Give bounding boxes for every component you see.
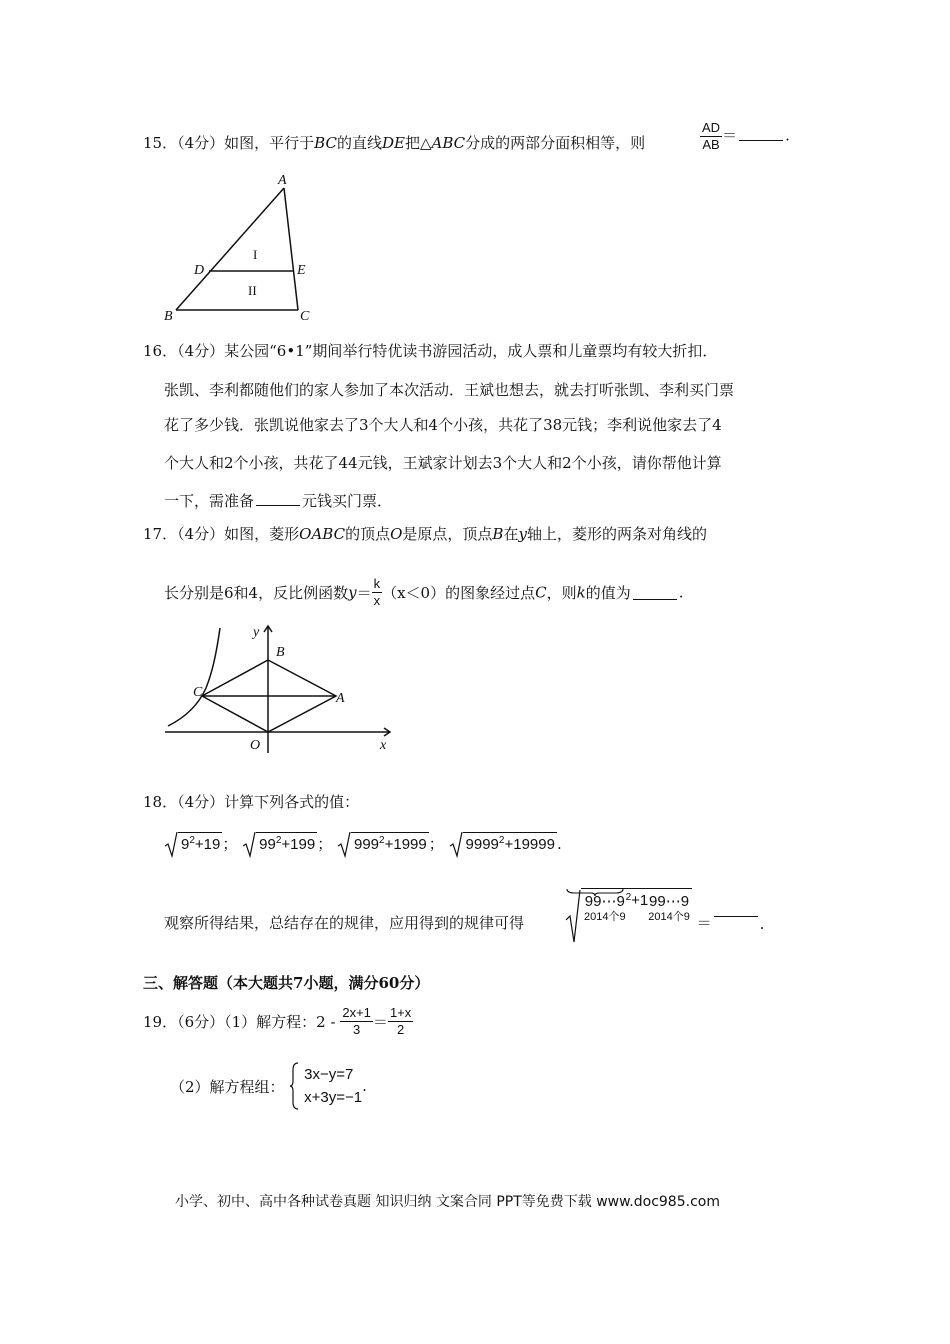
label-B: B xyxy=(276,645,285,660)
q19-part1: 19．（6分）（1）解方程：2 - $\frac{2x+1}{3}$ ＝ $\frac{1+x}{2}$ xyxy=(143,1005,412,1037)
page-footer: 小学、初中、高中各种试卷真题 知识归纳 文案合同 PPT等免费下载 www.doc985.com xyxy=(175,1194,720,1210)
q18-line1: 18．（4分）计算下列各式的值： xyxy=(143,793,360,811)
system-eq-2: x+3y=−1 xyxy=(304,1089,363,1106)
sqrt-expr-3: $999^2+1999$ xyxy=(337,832,429,853)
label-x: x xyxy=(380,738,387,753)
q19-part2: （2）解方程组： 3x−y=7 x+3y=−1 . xyxy=(170,1062,367,1110)
label-E: E xyxy=(297,263,306,278)
answer-blank xyxy=(256,491,300,506)
q17-line2: 长分别是6和4，反比例函数y＝ $\frac{k}{x}$ （x＜0）的图象经过点C，则k的值为 . xyxy=(164,576,684,608)
q18-expressions: $9^2+19$ ； $99^2+199$ ； $999^2+1999$ ； $9999^2+19999$ . xyxy=(164,832,562,854)
q16-line4: 个大人和2个小孩，共花了44元钱，王斌家计划去3个大人和2个小孩，请你帮他计算 xyxy=(164,454,722,472)
section-3-heading: 三、解答题（本大题共7小题，满分60分） xyxy=(143,974,430,992)
region-II: II xyxy=(248,283,257,298)
sqrt-expr-1: $9^2+19$ xyxy=(164,832,222,853)
answer-blank xyxy=(714,902,758,917)
q18-line2: 观察所得结果，总结存在的规律，应用得到的规律可得 xyxy=(164,914,525,932)
q17-rhombus-figure xyxy=(160,618,400,758)
label-A: A xyxy=(336,691,345,706)
label-O: O xyxy=(250,738,261,753)
q16-line5: 一下，需准备 元钱买门票． xyxy=(164,492,393,510)
answer-blank xyxy=(739,126,783,141)
sqrt-expr-2: $99^2+199$ xyxy=(242,832,317,853)
q15-fraction: $\frac{AD}{AB}$ ＝ . xyxy=(702,120,790,152)
q17-line1: 17．（4分）如图，菱形OABC的顶点O是原点，顶点B在y轴上，菱形的两条对角线的 xyxy=(143,525,707,543)
label-C: C xyxy=(193,685,203,700)
q16-line3: 花了多少钱．张凯说他家去了3个大人和4个小孩，共花了38元钱；李利说他家去了4 xyxy=(164,416,722,434)
sqrt-expr-4: $9999^2+19999$ xyxy=(449,832,557,853)
q16-line2: 张凯、李利都随他们的家人参加了本次活动．王斌也想去，就去打听张凯、李利买门票 xyxy=(164,381,735,399)
label-D: D xyxy=(194,263,205,278)
q15-triangle-figure xyxy=(160,170,320,325)
label-y: y xyxy=(253,625,260,640)
q15-line: 15．（4分）如图，平行于BC的直线DE把△ABC分成的两部分面积相等，则 xyxy=(143,134,646,152)
system-eq-1: 3x−y=7 xyxy=(304,1066,354,1083)
q18-big-sqrt: 99⋯9 2014个9 $^2$+1 99⋯9 2014个9 ＝ . xyxy=(565,888,764,924)
label-B: B xyxy=(164,309,173,324)
q16-line1: 16．（4分）某公园“6•1”期间举行特优读书游园活动，成人票和儿童票均有较大折扣． xyxy=(143,342,718,360)
label-A: A xyxy=(278,173,287,188)
label-C: C xyxy=(300,309,310,324)
sqrt-big-expr: 99⋯9 2014个9 $^2$+1 99⋯9 2014个9 xyxy=(565,888,692,924)
answer-blank xyxy=(633,585,677,600)
region-I: I xyxy=(253,247,258,262)
